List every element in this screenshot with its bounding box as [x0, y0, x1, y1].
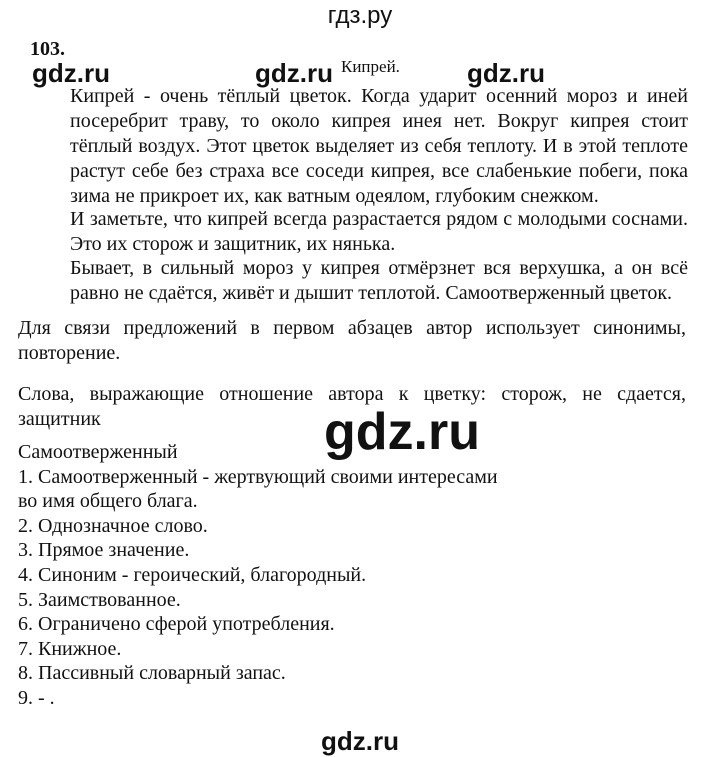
list-item: во имя общего блага.	[18, 490, 198, 513]
list-item: 3. Прямое значение.	[18, 539, 190, 562]
word-analysis	[18, 440, 498, 711]
watermark-large: gdz.ru	[324, 403, 480, 461]
site-header: гдз.ру	[327, 2, 393, 29]
text-paragraph-2: И заметьте, что кипрей всегда разрастается рядом с молодыми соснами. Это их сторож и защитник, их нянька.	[70, 208, 688, 255]
list-item: 1. Самоотверженный - жертвующий своими интересами	[18, 465, 498, 488]
text-paragraph-3: Бывает, в сильный мороз у кипрея отмёрзнет вся верхушка, а он всё равно не сдаётся, живёт и дышит теплотой. Самоотверженный цветок.	[70, 257, 688, 304]
watermark: gdz.ru	[32, 58, 110, 88]
list-item: 6. Ограничено сферой употребления.	[18, 613, 335, 636]
list-item: 2. Однозначное слово.	[18, 514, 208, 537]
text-paragraph-1: Кипрей - очень тёплый цветок. Когда ударит осенний мороз и иней посеребрит траву, то около кипрея инея нет. Вокруг кипрея стоит тёплый воздух. Этот цветок выделяет из себя теплоту. И в этой теплоте растут себе без страха все соседи кипрея, все слабенькие побеги, пока зима не прикроет их, как ватным одеялом, глубоким снежком.	[70, 85, 688, 207]
answer-2: Слова, выражающие отношение автора к цветку: сторож, не сдается, защитник	[18, 383, 686, 430]
answer-1: Для связи предложений в первом абзацев автор использует синонимы, повторение.	[18, 317, 686, 364]
list-item: 5. Заимствованное.	[18, 588, 181, 611]
list-item: 7. Книжное.	[18, 637, 122, 660]
watermark-bottom: gdz.ru	[321, 726, 399, 756]
task-number: 103.	[30, 38, 65, 60]
list-item: 9. - .	[18, 686, 55, 709]
watermark: gdz.ru	[255, 58, 333, 88]
list-item: 8. Пассивный словарный запас.	[18, 662, 286, 685]
watermark: gdz.ru	[467, 58, 545, 88]
text-title: Кипрей.	[341, 57, 400, 76]
list-item: 4. Синоним - героический, благородный.	[18, 563, 367, 586]
analysis-word: Самоотверженный	[18, 441, 178, 463]
